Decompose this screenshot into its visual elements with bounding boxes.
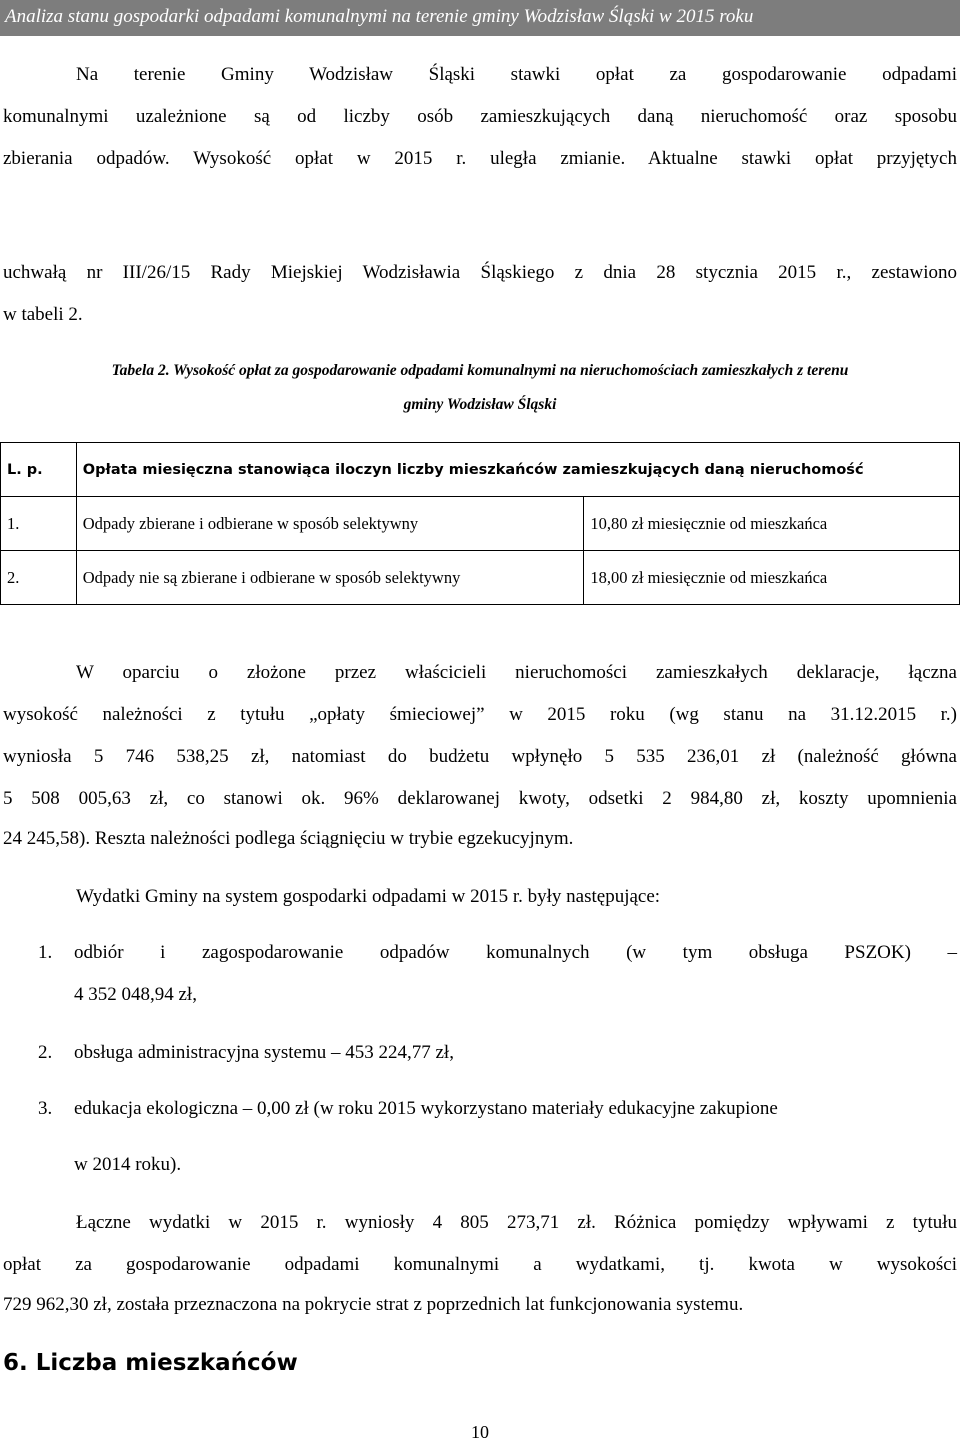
intro-line-4: uchwałą nr III/26/15 Rady Miejskiej Wodzisławia Śląskiego z dnia 28 stycznia 2015 r., zestawiono: [3, 262, 957, 283]
para2-line-4: 5 508 005,63 zł, co stanowi ok. 96% deklarowanej kwoty, odsetki 2 984,80 zł, koszty upomnienia: [3, 788, 957, 809]
table-row: [1, 551, 960, 605]
row-rate: 18,00 zł miesięcznie od mieszkańca: [584, 551, 960, 605]
header-lp: L. p.: [1, 443, 77, 497]
table-caption: Tabela 2. Wysokość opłat za gospodarowanie odpadami komunalnymi na nieruchomościach zamieszkałych z terenu: [111, 362, 849, 379]
para2-line-3: wyniosła 5 746 538,25 zł, natomiast do budżetu wpłynęło 5 535 236,01 zł (należność główna: [3, 746, 957, 767]
row-rate: 10,80 zł miesięcznie od mieszkańca: [584, 497, 960, 551]
para2-line-1: W oparciu o złożone przez właścicieli nieruchomości zamieszkałych deklaracje, łączna: [76, 662, 957, 683]
running-header: Analiza stanu gospodarki odpadami komunalnymi na terenie gminy Wodzisław Śląski w 2015 roku: [0, 0, 960, 36]
intro-line-2: komunalnymi uzależnione są od liczby osób zamieszkujących daną nieruchomość oraz sposobu: [3, 106, 957, 127]
table-header-row: [1, 443, 960, 497]
para2-line-5: 24 245,58). Reszta należności podlega ściągnięciu w trybie egzekucyjnym.: [3, 828, 574, 849]
fee-table: [0, 442, 960, 605]
expense-text: obsługa administracyjna systemu – 453 224,77 zł,: [74, 1042, 454, 1063]
expense-item-1-cont: 4 352 048,94 zł,: [74, 984, 197, 1005]
expense-text: edukacja ekologiczna – 0,00 zł (w roku 2015 wykorzystano materiały edukacyjne zakupione: [74, 1098, 778, 1119]
expense-number: 2.: [38, 1042, 53, 1063]
para3-line-3: 729 962,30 zł, została przeznaczona na pokrycie strat z poprzednich lat funkcjonowania systemu.: [3, 1294, 744, 1315]
para2-line-2: wysokość należności z tytułu „opłaty śmieciowej” w 2015 roku (wg stanu na 31.12.2015 r.): [3, 704, 957, 725]
para3-line-2: opłat za gospodarowanie odpadami komunalnymi a wydatkami, tj. kwota w wysokości: [3, 1254, 957, 1275]
expenses-intro: Wydatki Gminy na system gospodarki odpadami w 2015 r. były następujące:: [76, 886, 661, 907]
expense-number: 1.: [38, 942, 53, 963]
intro-line-3: zbierania odpadów. Wysokość opłat w 2015 r. uległa zmianie. Aktualne stawki opłat przyjętych: [3, 148, 957, 169]
row-lp: 1.: [1, 497, 77, 551]
page-number: 10: [471, 1422, 489, 1442]
intro-line-1: Na terenie Gminy Wodzisław Śląski stawki opłat za gospodarowanie odpadami: [76, 64, 957, 85]
expense-item-1: [38, 942, 957, 964]
row-description: Odpady zbierane i odbierane w sposób selektywny: [76, 497, 584, 551]
row-description: Odpady nie są zbierane i odbierane w sposób selektywny: [76, 551, 584, 605]
para3-line-1: Łączne wydatki w 2015 r. wyniosły 4 805 273,71 zł. Różnica pomiędzy wpływami z tytułu: [76, 1212, 957, 1233]
table-row: [1, 497, 960, 551]
row-lp: 2.: [1, 551, 77, 605]
expense-text: odbiór i zagospodarowanie odpadów komunalnych (w tym obsługa PSZOK) –: [74, 942, 957, 963]
intro-line-5: w tabeli 2.: [3, 304, 83, 325]
section-heading: 6. Liczba mieszkańców: [3, 1350, 298, 1376]
table-caption-line-2: gminy Wodzisław Śląski: [403, 396, 557, 413]
expense-number: 3.: [38, 1098, 53, 1119]
expense-item-3: [38, 1098, 960, 1120]
expense-item-3-cont: w 2014 roku).: [74, 1154, 182, 1175]
header-description: Opłata miesięczna stanowiąca iloczyn liczby mieszkańców zamieszkujących daną nieruchomość: [76, 443, 959, 497]
expense-item-2: [38, 1042, 960, 1064]
